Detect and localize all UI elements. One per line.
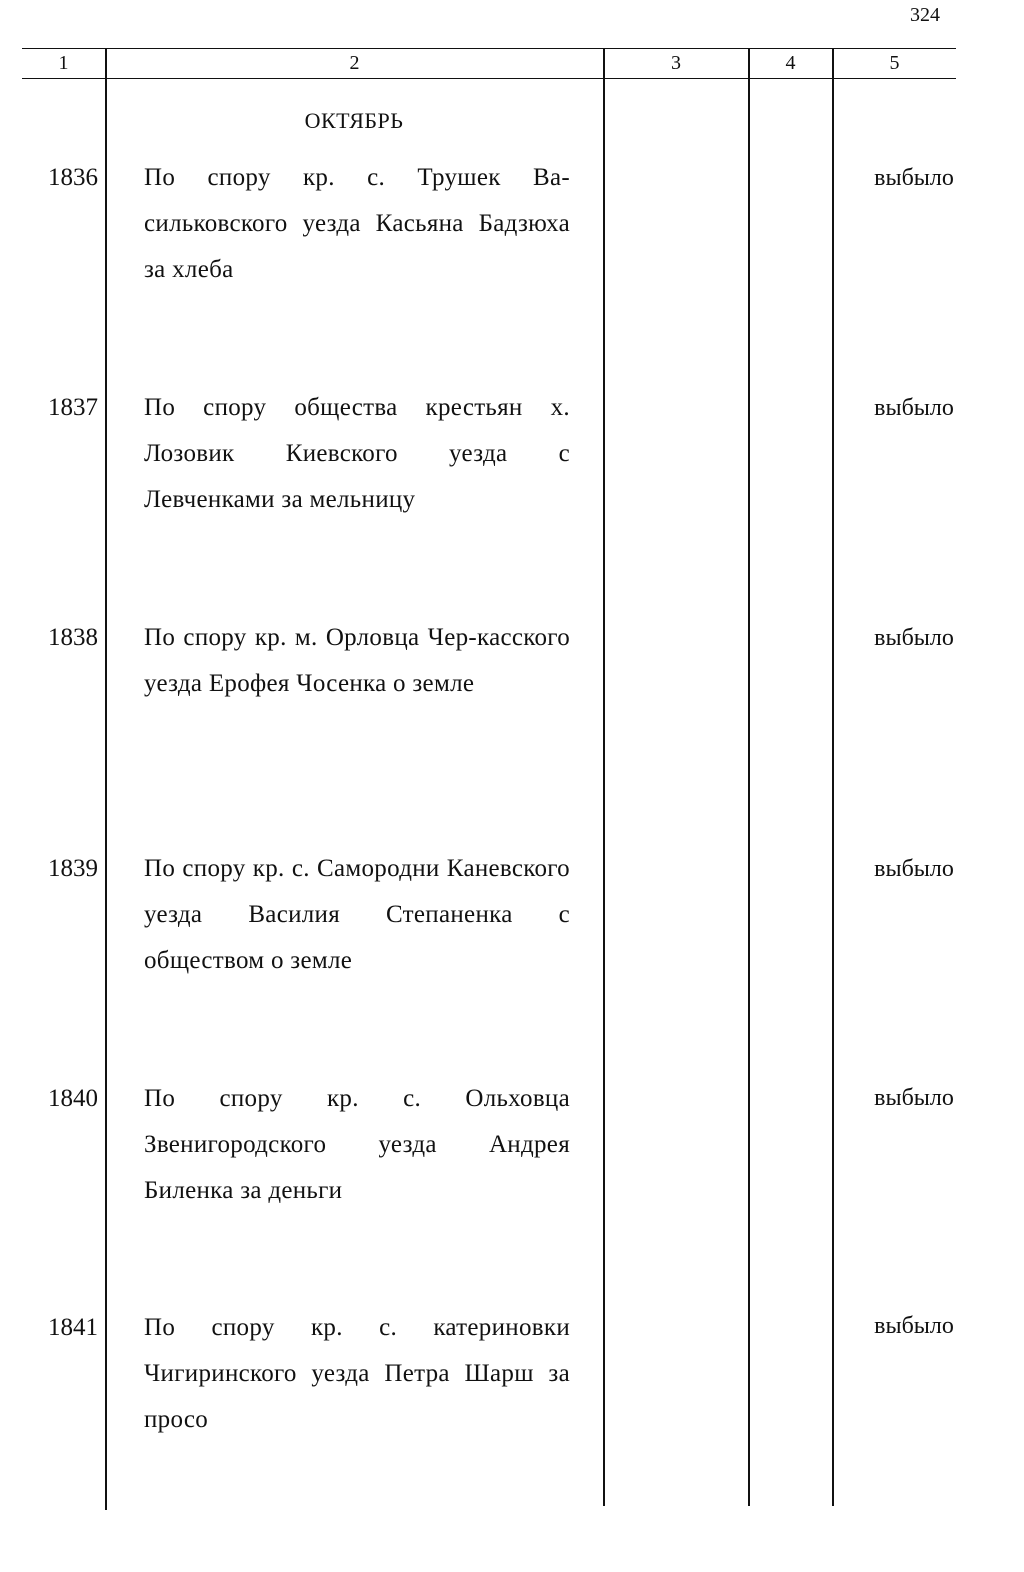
- column-separator-1-2: [105, 48, 107, 1510]
- column-separator-3-4: [748, 48, 750, 1506]
- column-number-3: 3: [671, 52, 681, 74]
- entry-status: выбыло: [874, 165, 954, 191]
- page-number: 324: [910, 4, 940, 26]
- entry-number: 1840: [48, 1085, 98, 1112]
- entry-status: выбыло: [874, 856, 954, 882]
- entry-text: По спору кр. м. Орловца Чер-касского уезда Ерофея Чосенка о земле: [144, 624, 570, 697]
- entry-text: По спору кр. с. Ольховца Звенигородского уезда Андрея Биленка за деньги: [144, 1085, 570, 1204]
- entry-text: По спору кр. с. Самородни Каневского уезда Василия Степаненка с обществом о земле: [144, 855, 570, 974]
- column-number-2: 2: [349, 52, 360, 74]
- entry-text: По спору кр. с. катериновки Чигиринского уезда Петра Шарш за просо: [144, 1314, 570, 1433]
- month-heading: ОКТЯБРЬ: [304, 108, 404, 133]
- entry-number: 1841: [48, 1314, 98, 1341]
- entry-text: По спору общества крестьян х. Лозовик Киевского уезда с Левченками за мельницу: [144, 394, 570, 513]
- column-number-1: 1: [58, 52, 69, 74]
- entry-number: 1837: [48, 394, 98, 421]
- entry-status: выбыло: [874, 1313, 954, 1339]
- entry-text: По спору кр. с. Трушек Ва-сильковского уезда Касьяна Бадзюха за хлеба: [144, 164, 570, 283]
- entry-status: выбыло: [874, 625, 954, 651]
- table-header-rule: [22, 78, 956, 79]
- table-top-rule: [22, 48, 956, 49]
- entry-number: 1838: [48, 624, 98, 651]
- column-separator-4-5: [832, 48, 834, 1506]
- column-number-5: 5: [889, 52, 900, 74]
- column-number-4: 4: [785, 52, 796, 74]
- entry-status: выбыло: [874, 1085, 954, 1111]
- entry-number: 1839: [48, 855, 98, 882]
- entry-number: 1836: [48, 164, 98, 191]
- entry-status: выбыло: [874, 395, 954, 421]
- column-separator-2-3: [603, 48, 605, 1506]
